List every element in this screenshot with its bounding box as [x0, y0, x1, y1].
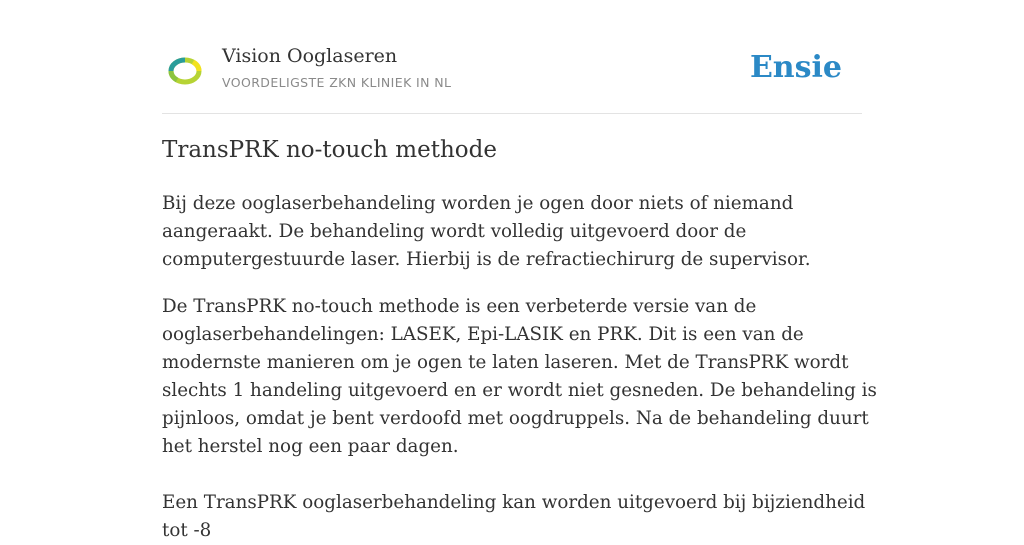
eye-ring-logo-icon[interactable] — [167, 54, 203, 88]
article-paragraph: De TransPRK no-touch methode is een verbeterde versie van de ooglaserbehandelingen: LASEK, Epi-LASIK en PRK. Dit is een van de modernste manieren om je ogen te laten laseren. Met de TransPRK wordt slechts 1 handeling uitgevoerd en er wordt niet gesneden. De behandeling is pijnloos, omdat je bent verdoofd met oogdruppels. Na de behandeling duurt het herstel nog een paar dagen. — [162, 296, 877, 457]
article-title: TransPRK no-touch methode — [162, 137, 497, 163]
article-paragraph: Een TransPRK ooglaserbehandeling kan worden uitgevoerd bij bijziendheid tot -8 — [162, 492, 866, 541]
brand-tagline: VOORDELIGSTE ZKN KLINIEK IN NL — [222, 75, 452, 90]
header — [162, 0, 862, 114]
ensie-site-logo[interactable]: Ensie — [749, 50, 842, 85]
brand-name[interactable]: Vision Ooglaseren — [222, 45, 398, 67]
content-container — [162, 0, 877, 541]
article-paragraph: Bij deze ooglaserbehandeling worden je ogen door niets of niemand aangeraakt. De behandeling wordt volledig uitgevoerd door de computergestuurde laser. Hierbij is de refractiechirurg de supervisor. — [162, 193, 811, 270]
